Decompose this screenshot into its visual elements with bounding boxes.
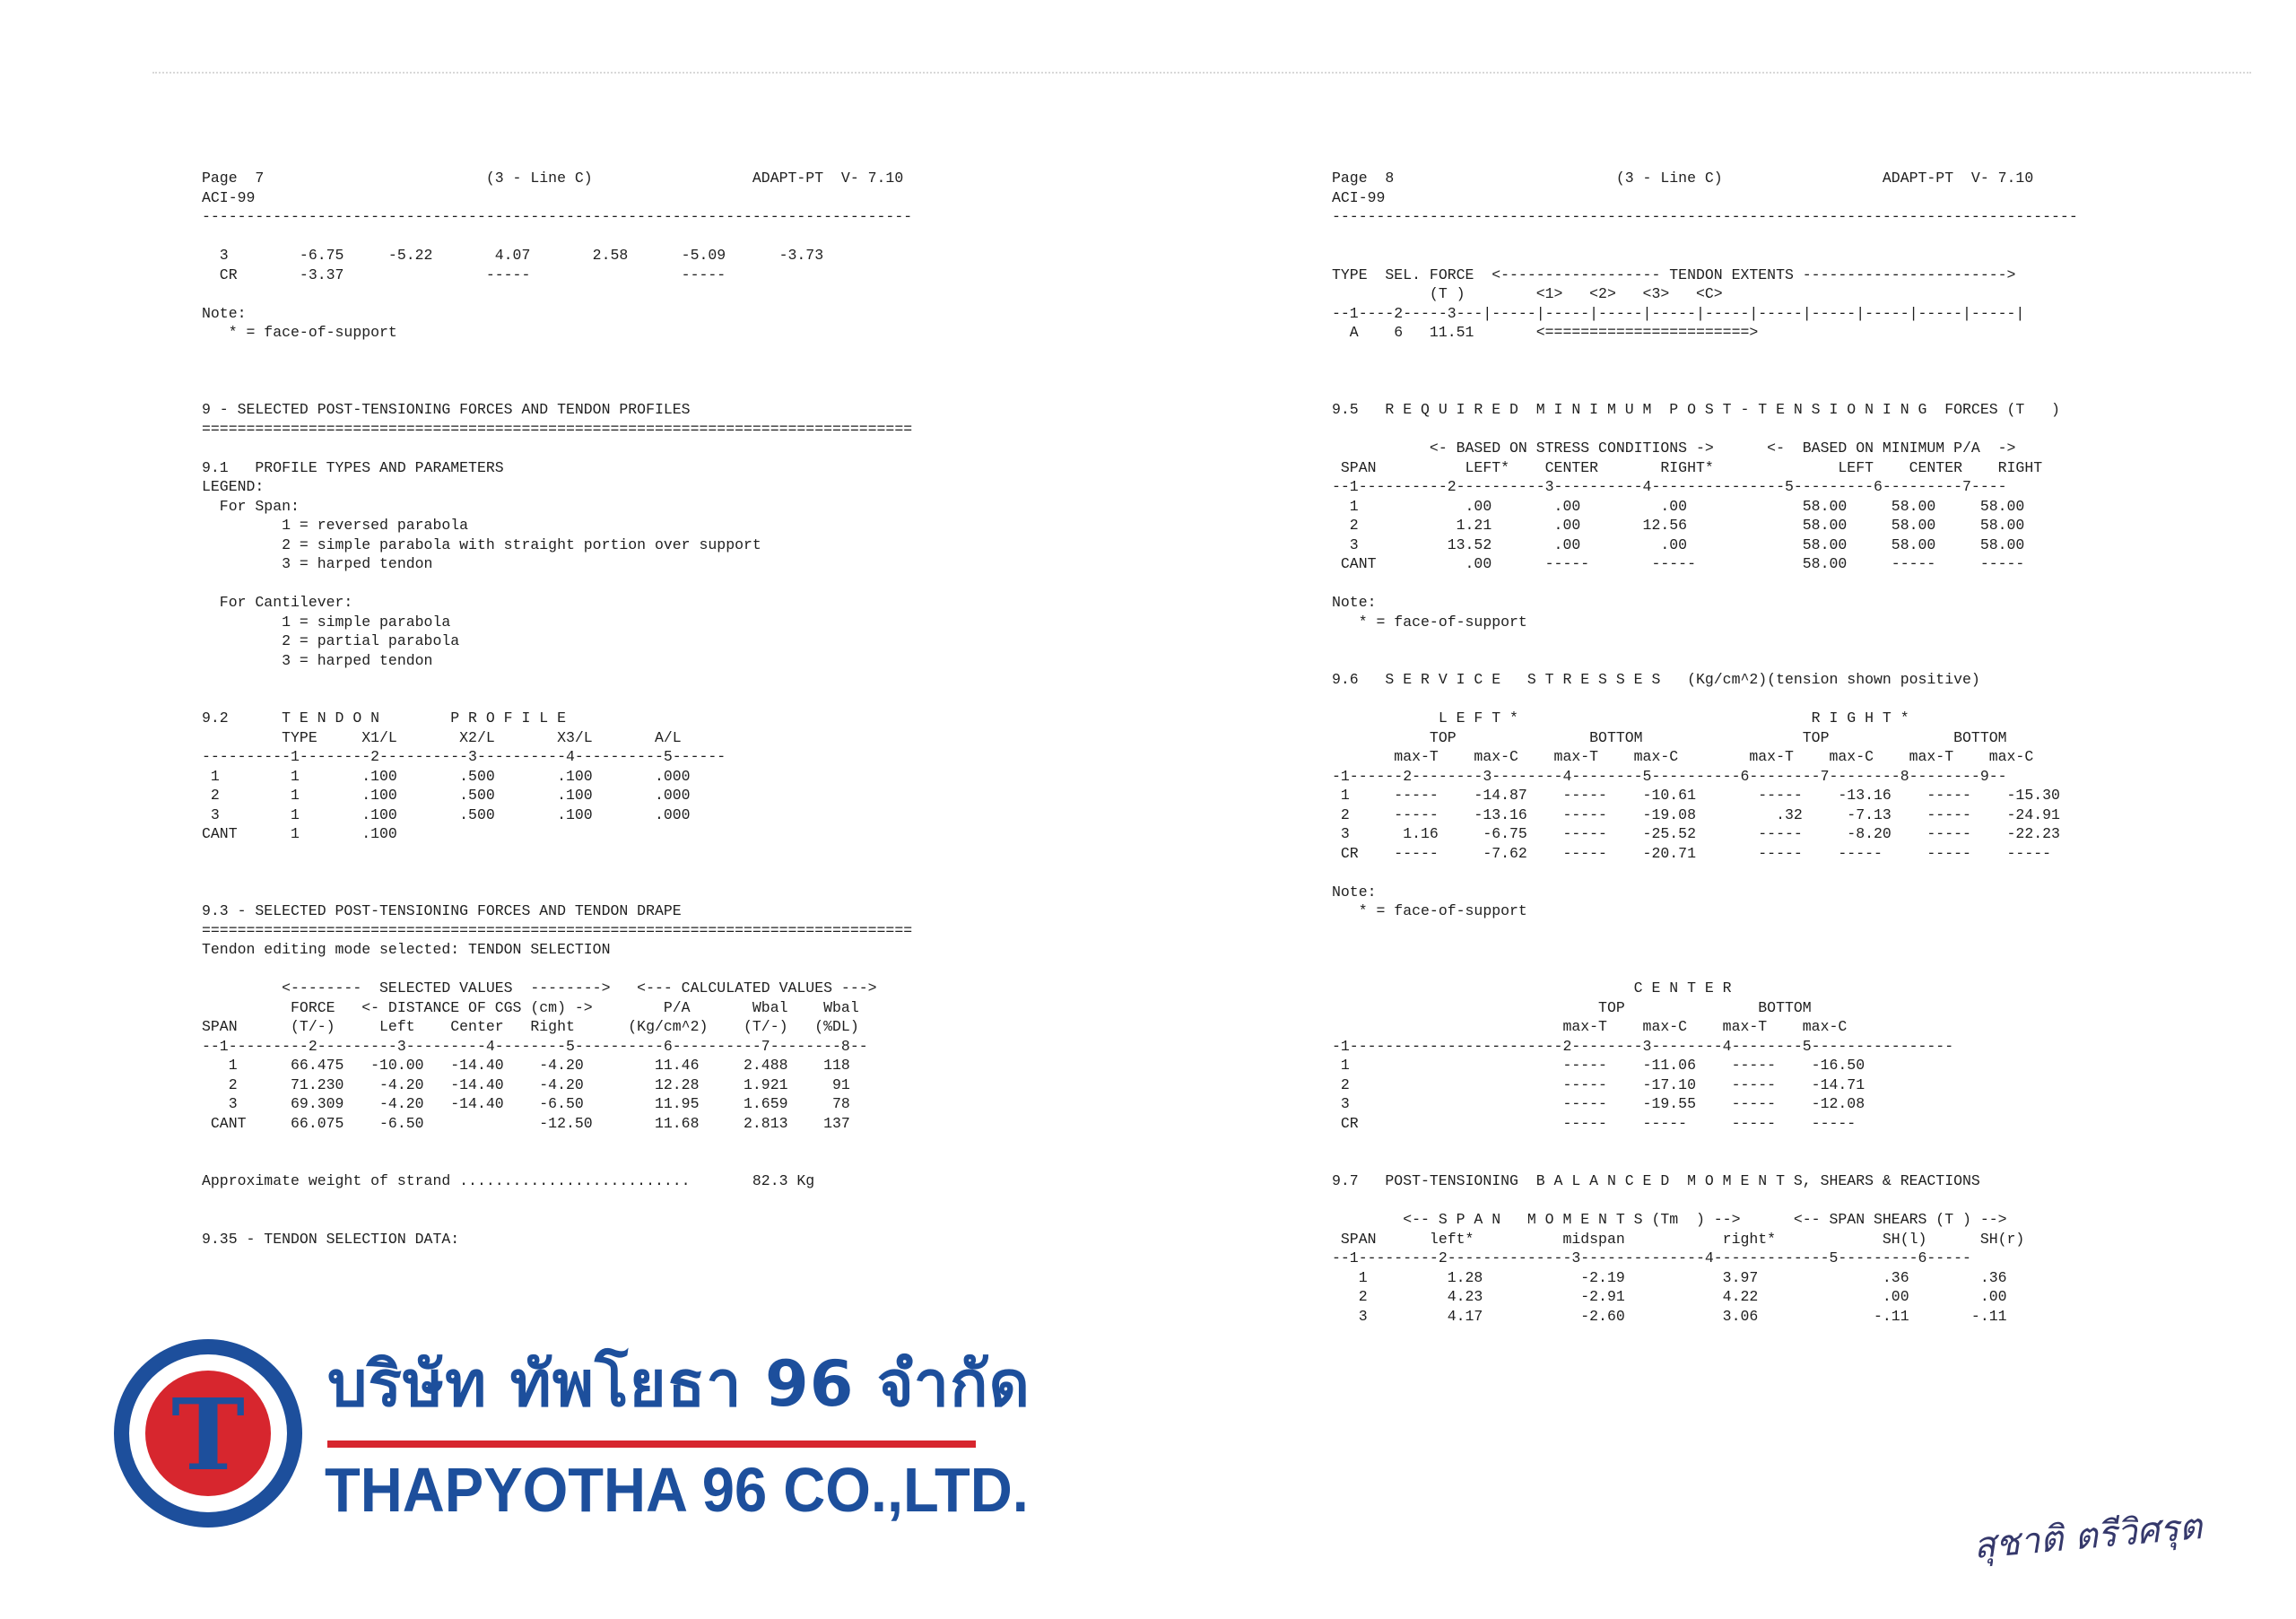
report-line — [1332, 690, 2078, 709]
report-line — [1332, 651, 2078, 671]
report-line — [202, 863, 912, 883]
report-line — [1332, 343, 2078, 362]
report-line: 9.5 R E Q U I R E D M I N I M U M P O S T - T E N S I O N I N G FORCES (T ) — [1332, 401, 2060, 418]
report-line: 3 1.16 -6.75 ----- -25.52 ----- -8.20 ----- -22.23 — [1332, 825, 2060, 842]
report-line — [1332, 1153, 2078, 1172]
report-line — [1332, 921, 2078, 941]
report-line — [202, 439, 912, 458]
signature-text: สุชาติ ตรีวิศรุต — [1971, 1505, 2205, 1568]
report-line — [1332, 960, 2078, 979]
report-line: 3 13.52 .00 .00 58.00 58.00 58.00 — [1332, 535, 2025, 553]
report-line: 9 - SELECTED POST-TENSIONING FORCES AND TENDON PROFILES — [202, 401, 691, 418]
report-line: --1----2-----3---|-----|-----|-----|-----|-----|-----|-----|-----|-----|-----| — [1332, 304, 2025, 322]
report-line: max-T max-C max-T max-C — [1332, 1018, 1848, 1035]
report-line: ACI-99 — [1332, 188, 1386, 206]
report-line: --1----------2----------3----------4---------------5---------6---------7---- — [1332, 478, 2007, 495]
report-line — [1332, 574, 2078, 594]
report-line — [202, 1153, 912, 1172]
emblem-letter: T — [171, 1377, 245, 1493]
report-line — [1332, 940, 2078, 960]
report-line: ------------------------------------------------------------------------------------ — [1332, 208, 2078, 225]
report-line: ================================================================================ — [202, 921, 913, 939]
report-line: Tendon editing mode selected: TENDON SELECTION — [202, 941, 611, 958]
report-line — [1332, 863, 2078, 883]
report-line: CR ----- -7.62 ----- -20.71 ----- ----- ----- ----- — [1332, 844, 2052, 862]
report-line — [202, 574, 912, 594]
report-line: 1 ----- -14.87 ----- -10.61 ----- -13.16 ----- -15.30 — [1332, 787, 2060, 804]
report-line — [1332, 1191, 2078, 1211]
report-line: CANT .00 ----- ----- 58.00 ----- ----- — [1332, 555, 2025, 572]
report-line — [202, 227, 912, 247]
report-line: 2 = simple parabola with straight portion over support — [202, 535, 761, 553]
report-line: <-- S P A N M O M E N T S (Tm ) --> <-- SPAN SHEARS (T ) --> — [1332, 1211, 2007, 1228]
report-line: 2 1 .100 .500 .100 .000 — [202, 787, 691, 804]
report-line: * = face-of-support — [1332, 613, 1527, 631]
report-line: 1 ----- -11.06 ----- -16.50 — [1332, 1057, 1866, 1074]
report-line — [202, 361, 912, 381]
report-line: 1 1.28 -2.19 3.97 .36 .36 — [1332, 1268, 2007, 1286]
report-line: TOP BOTTOM — [1332, 998, 1812, 1016]
report-line — [202, 284, 912, 304]
report-line: Note: — [1332, 594, 1377, 611]
report-line: -1------2--------3--------4--------5----------6--------7--------8--------9-- — [1332, 767, 2007, 785]
report-line — [1332, 1133, 2078, 1153]
report-line: 9.7 POST-TENSIONING B A L A N C E D M O M E N T S, SHEARS & REACTIONS — [1332, 1172, 1980, 1189]
report-line: 9.6 S E R V I C E S T R E S S E S (Kg/cm^2)(tension shown positive) — [1332, 671, 1980, 688]
report-line: * = face-of-support — [1332, 902, 1527, 919]
report-line: SPAN left* midspan right* SH(l) SH(r) — [1332, 1230, 2025, 1248]
report-line: (T ) <1> <2> <3> <C> — [1332, 285, 1723, 302]
report-line — [202, 1210, 912, 1230]
company-emblem-icon — [109, 1335, 307, 1532]
company-name-english: THAPYOTHA 96 CO.,LTD. — [325, 1455, 1029, 1525]
report-line: 1 = simple parabola — [202, 613, 451, 631]
report-line: Note: — [202, 304, 247, 322]
report-line — [1332, 361, 2078, 381]
report-line: Page 8 (3 - Line C) ADAPT-PT V- 7.10 — [1332, 170, 2034, 187]
company-logo-banner — [90, 1310, 1031, 1561]
report-line: SPAN LEFT* CENTER RIGHT* LEFT CENTER RIGHT — [1332, 458, 2043, 476]
right-page-text — [1332, 169, 2078, 1326]
report-line: ================================================================================ — [202, 420, 913, 438]
report-line: CR -3.37 ----- ----- — [202, 265, 726, 283]
report-line — [1332, 631, 2078, 651]
report-line: 2 ----- -17.10 ----- -14.71 — [1332, 1075, 1866, 1093]
report-line — [1332, 227, 2078, 247]
report-line — [202, 844, 912, 864]
report-line: CR ----- ----- ----- ----- — [1332, 1114, 1857, 1132]
report-line — [1332, 420, 2078, 440]
report-line: SPAN (T/-) Left Center Right (Kg/cm^2) (T/-) (%DL) — [202, 1018, 859, 1035]
report-line: TYPE X1/L X2/L X3/L A/L — [202, 728, 682, 746]
report-line — [1332, 246, 2078, 265]
report-line: 3 ----- -19.55 ----- -12.08 — [1332, 1095, 1866, 1112]
report-line — [202, 670, 912, 690]
report-line: -1------------------------2--------3--------4--------5---------------- — [1332, 1037, 1954, 1055]
report-line: 3 = harped tendon — [202, 555, 433, 572]
report-line — [202, 381, 912, 401]
report-line: 2 ----- -13.16 ----- -19.08 .32 -7.13 ----- -24.91 — [1332, 805, 2060, 823]
report-line: * = face-of-support — [202, 324, 397, 341]
report-line: TYPE SEL. FORCE <------------------ TENDON EXTENTS -----------------------> — [1332, 265, 2016, 283]
report-line: TOP BOTTOM TOP BOTTOM — [1332, 728, 2007, 746]
report-line: ACI-99 — [202, 188, 256, 206]
report-line: Note: — [1332, 883, 1377, 901]
report-line — [202, 343, 912, 362]
report-line: 1 66.475 -10.00 -14.40 -4.20 11.46 2.488 118 — [202, 1057, 850, 1074]
report-line: 2 1.21 .00 12.56 58.00 58.00 58.00 — [1332, 517, 2025, 534]
report-line: 3 1 .100 .500 .100 .000 — [202, 805, 691, 823]
report-line: L E F T * R I G H T * — [1332, 709, 1909, 727]
report-line: 9.3 - SELECTED POST-TENSIONING FORCES AND TENDON DRAPE — [202, 902, 682, 919]
report-line: 3 = harped tendon — [202, 651, 433, 669]
report-line — [202, 1191, 912, 1211]
report-line: 9.1 PROFILE TYPES AND PARAMETERS — [202, 458, 504, 476]
report-line: 3 4.17 -2.60 3.06 -.11 -.11 — [1332, 1307, 2007, 1325]
left-page-text — [202, 169, 912, 1249]
report-line — [1332, 381, 2078, 401]
report-line — [202, 960, 912, 979]
report-line — [202, 1133, 912, 1153]
report-line: FORCE <- DISTANCE OF CGS (cm) -> P/A Wbal Wbal — [202, 998, 859, 1016]
scan-top-dotted-edge — [152, 72, 2251, 74]
report-line: For Cantilever: — [202, 594, 353, 611]
report-line: 2 4.23 -2.91 4.22 .00 .00 — [1332, 1288, 2007, 1305]
report-line: CANT 66.075 -6.50 -12.50 11.68 2.813 137 — [202, 1114, 850, 1132]
report-line: --1---------2--------------3--------------4-------------5---------6----- — [1332, 1249, 1971, 1266]
report-line: 1 .00 .00 .00 58.00 58.00 58.00 — [1332, 497, 2025, 515]
report-line: ----------1--------2----------3----------4----------5------ — [202, 748, 726, 765]
report-line: <-------- SELECTED VALUES --------> <--- CALCULATED VALUES ---> — [202, 979, 877, 997]
report-line: 9.35 - TENDON SELECTION DATA: — [202, 1230, 460, 1248]
report-line — [202, 690, 912, 709]
report-line: 3 69.309 -4.20 -14.40 -6.50 11.95 1.659 78 — [202, 1095, 850, 1112]
report-line: LEGEND: — [202, 478, 265, 495]
report-line: C E N T E R — [1332, 979, 1732, 997]
report-line: --1---------2---------3---------4--------5----------6----------7--------8-- — [202, 1037, 868, 1055]
report-line: 2 = partial parabola — [202, 632, 460, 649]
report-line: max-T max-C max-T max-C max-T max-C max-T max-C — [1332, 748, 2034, 765]
report-line: <- BASED ON STRESS CONDITIONS -> <- BASED ON MINIMUM P/A -> — [1332, 440, 2016, 457]
report-line: 1 1 .100 .500 .100 .000 — [202, 767, 691, 785]
report-line: 3 -6.75 -5.22 4.07 2.58 -5.09 -3.73 — [202, 247, 824, 264]
report-line: CANT 1 .100 — [202, 825, 397, 842]
logo-divider — [327, 1441, 976, 1448]
report-line: Approximate weight of strand .......................... 82.3 Kg — [202, 1172, 815, 1189]
report-line: A 6 11.51 <=======================> — [1332, 324, 1759, 341]
report-line: -------------------------------------------------------------------------------- — [202, 208, 913, 225]
report-line: Page 7 (3 - Line C) ADAPT-PT V- 7.10 — [202, 170, 904, 187]
company-name-thai: บริษัท ทัพโยธา 96 จำกัด — [327, 1347, 1031, 1421]
report-line: 1 = reversed parabola — [202, 517, 469, 534]
report-line: For Span: — [202, 497, 300, 515]
report-line — [202, 883, 912, 902]
report-line: 9.2 T E N D O N P R O F I L E — [202, 709, 566, 727]
report-line: 2 71.230 -4.20 -14.40 -4.20 12.28 1.921 91 — [202, 1075, 850, 1093]
